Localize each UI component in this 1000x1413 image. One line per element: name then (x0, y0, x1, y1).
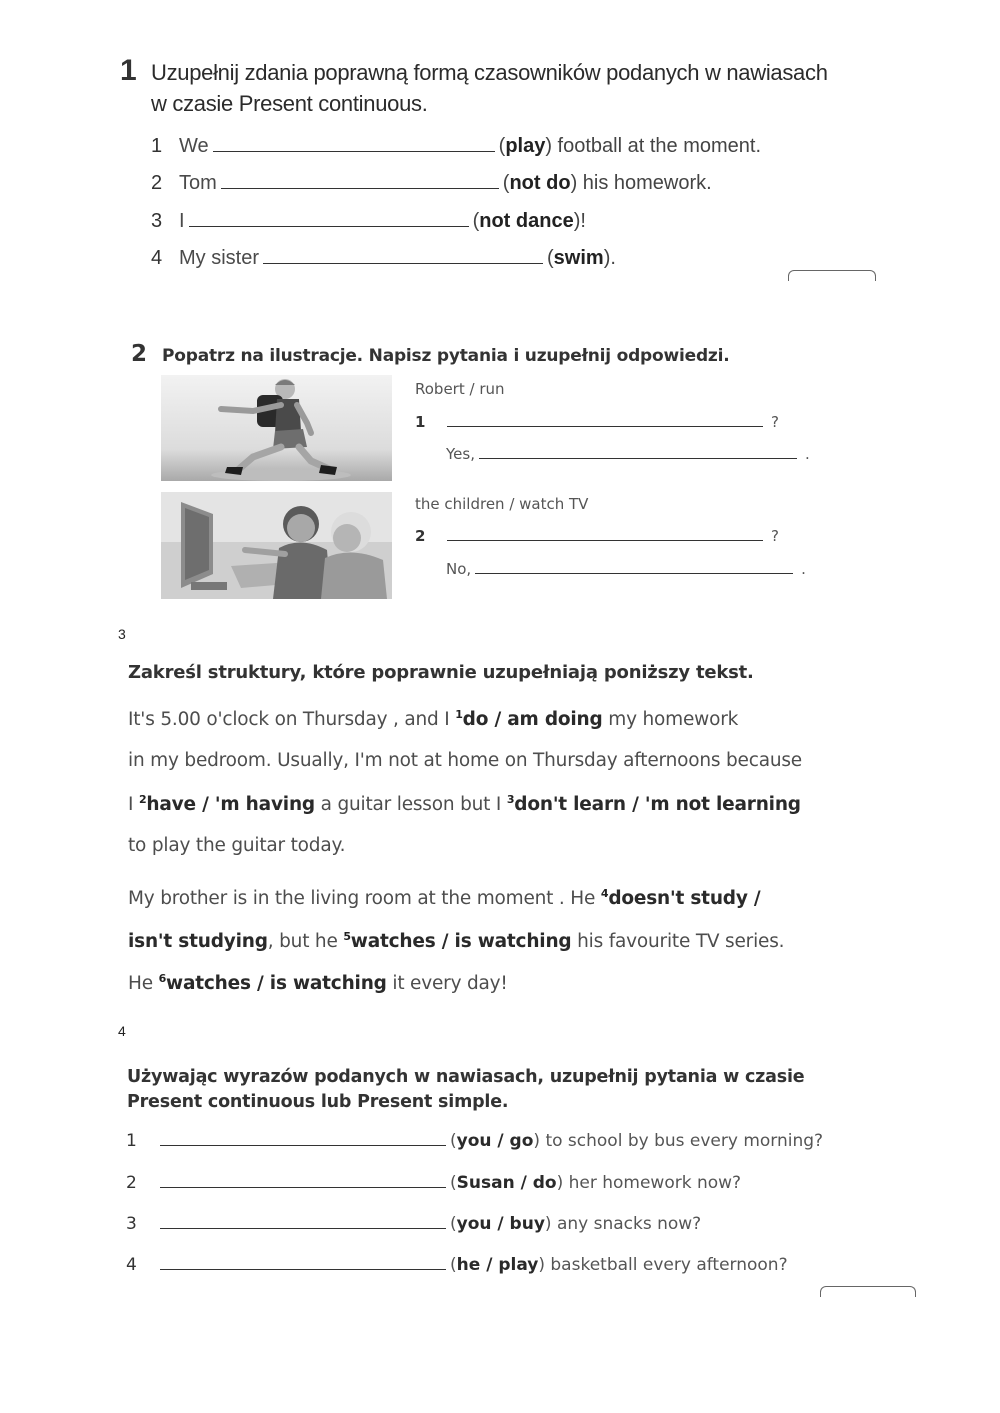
item-lead: Tom (179, 172, 217, 194)
exercise-1-item (151, 135, 761, 158)
question-blank[interactable] (447, 539, 763, 541)
verb: not dance (479, 210, 574, 232)
choice-4[interactable]: doesn't study / (608, 888, 761, 910)
exercise-4-item (126, 1255, 788, 1275)
choice-6[interactable]: watches / is watching (166, 973, 387, 995)
verb-hint: (swim). (547, 247, 616, 269)
answer-blank[interactable] (160, 1227, 446, 1229)
exercise-2-title: Popatrz na ilustracje. Napisz pytania i uzupełnij odpowiedzi. (162, 346, 730, 366)
item-lead: We (179, 135, 209, 157)
verb-hint: (not do) his homework. (502, 172, 712, 194)
exercise-1-title (151, 57, 828, 119)
score-box (820, 1286, 916, 1297)
item-number: 3 (151, 210, 163, 232)
item-number: 1 (151, 135, 163, 157)
text-line: He $^6$watches / is watching it every day! (128, 972, 508, 995)
answer-blank[interactable] (160, 1186, 446, 1188)
exercise-4-title (127, 1065, 804, 1115)
answer-blank[interactable] (213, 150, 495, 152)
answer-end: . (801, 560, 806, 578)
choice-5[interactable]: watches / is watching (350, 931, 572, 953)
choice-3[interactable]: don't learn / 'm not learning (514, 794, 801, 816)
item-number: 2 (151, 172, 163, 194)
word-hint: (you / buy) any snacks now? (450, 1214, 702, 1234)
exercise-1-number: 1 (120, 54, 137, 87)
exercise-1-item (151, 210, 586, 233)
exercise-4-item (126, 1214, 701, 1234)
item-number: 4 (126, 1255, 137, 1275)
answer-line-1 (446, 445, 810, 463)
exercise-2-number: 2 (131, 341, 147, 367)
word-hint: (you / go) to school by bus every morning? (450, 1131, 824, 1151)
exercise-3-title: Zakreśl struktury, które poprawnie uzupełniają poniższy tekst. (128, 662, 754, 683)
text-line: isn't studying, but he $^5$watches / is watching his favourite TV series. (128, 930, 785, 953)
exercise-1-title-line-1: Uzupełnij zdania poprawną formą czasowników podanych w nawiasach (151, 60, 828, 85)
text-line: It's 5.00 o'clock on Thursday , and I $^1$do / am doing my homework (128, 708, 739, 731)
children-computer-photo (161, 492, 392, 599)
exercise-4-title-line-1: Używając wyrazów podanych w nawiasach, uzupełnij pytania w czasie (127, 1067, 805, 1087)
item-lead: I (179, 210, 185, 232)
question-mark: ? (771, 413, 779, 431)
exercise-1-item (151, 247, 616, 270)
verb: swim (553, 247, 604, 269)
choice-4-cont[interactable]: isn't studying (128, 931, 268, 953)
answer-blank[interactable] (475, 572, 793, 574)
question-number: 1 (415, 413, 426, 431)
choice-1[interactable]: do / am doing (462, 709, 603, 731)
exercise-4-item (126, 1131, 823, 1151)
exercise-4-item (126, 1173, 741, 1193)
answer-blank[interactable] (160, 1268, 446, 1270)
item-number: 1 (126, 1131, 137, 1151)
question-number: 2 (415, 527, 426, 545)
item-number: 4 (151, 247, 163, 269)
answer-start: No, (446, 560, 472, 578)
exercise-1-item (151, 172, 712, 195)
answer-blank[interactable] (221, 187, 499, 189)
text-line: in my bedroom. Usually, I'm not at home on Thursday afternoons because (128, 750, 802, 771)
question-line-2 (415, 527, 779, 545)
question-line-1 (415, 413, 779, 431)
word-hint: (he / play) basketball every afternoon? (450, 1255, 788, 1275)
question-blank[interactable] (447, 425, 763, 427)
item-number: 2 (126, 1173, 137, 1193)
answer-end: . (804, 445, 810, 463)
exercise-2-header (131, 341, 730, 367)
verb: not do (509, 172, 571, 194)
boy-running-photo (161, 375, 392, 481)
answer-blank[interactable] (160, 1144, 446, 1146)
item-lead: My sister (179, 247, 259, 269)
exercise-3-number: 3 (118, 626, 126, 642)
answer-blank[interactable] (479, 457, 797, 459)
prompt-robert-run: Robert / run (415, 380, 505, 398)
verb-hint: (play) football at the moment. (498, 135, 762, 157)
choice-2[interactable]: have / 'm having (146, 794, 315, 816)
answer-line-2 (446, 560, 806, 578)
verb-hint: (not dance)! (472, 210, 586, 232)
text-line: I $^2$have / 'm having a guitar lesson but I $^3$don't learn / 'm not learning (128, 793, 801, 816)
answer-start: Yes, (446, 445, 475, 463)
question-mark: ? (771, 527, 779, 545)
answer-blank[interactable] (263, 262, 543, 264)
text-line: to play the guitar today. (128, 835, 346, 856)
score-box (788, 270, 876, 281)
exercise-4-title-line-2: Present continuous lub Present simple. (127, 1092, 509, 1112)
answer-blank[interactable] (189, 225, 469, 227)
text-line: My brother is in the living room at the moment . He $^4$doesn't study / (128, 887, 761, 910)
item-number: 3 (126, 1214, 137, 1234)
word-hint: (Susan / do) her homework now? (450, 1173, 742, 1193)
verb: play (505, 135, 546, 157)
exercise-4-number: 4 (118, 1023, 126, 1039)
exercise-1-title-line-2: w czasie Present continuous. (151, 91, 428, 116)
prompt-children-watch-tv: the children / watch TV (415, 495, 589, 513)
